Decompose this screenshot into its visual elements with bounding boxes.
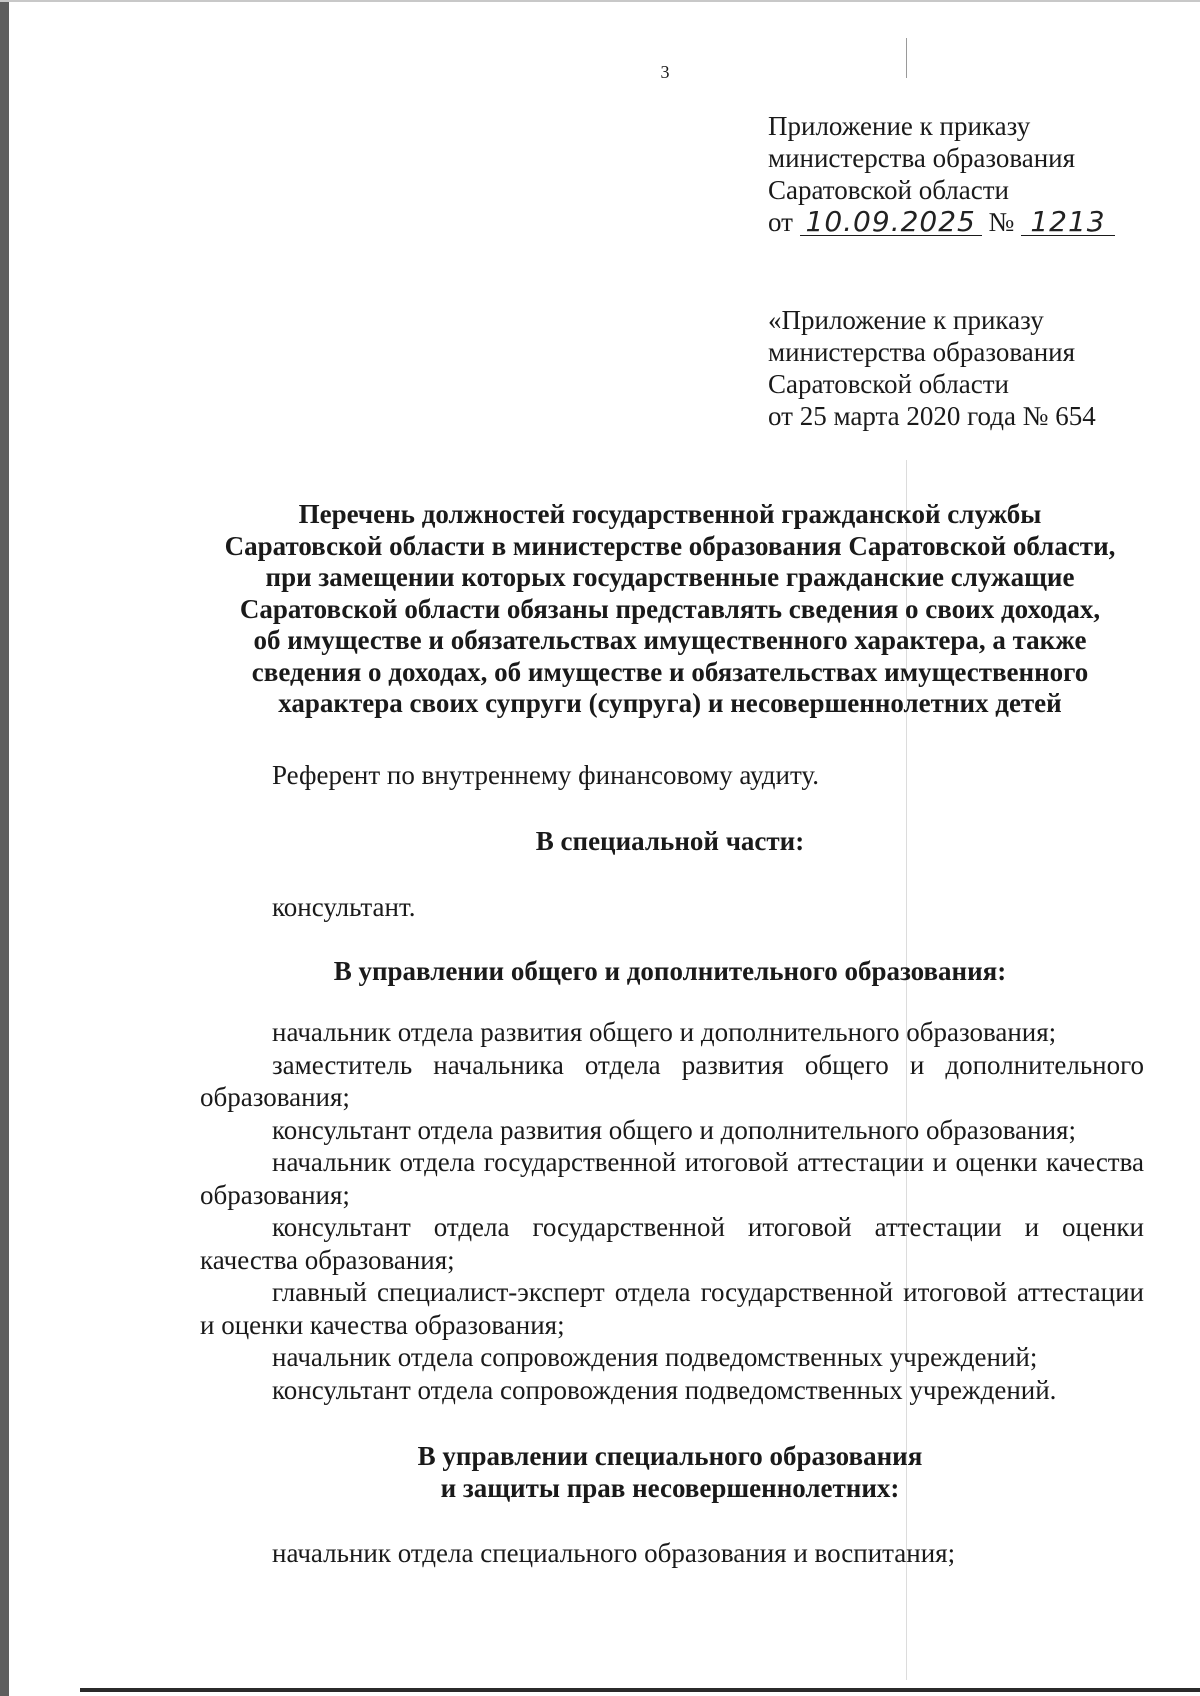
date-prefix: от [768, 207, 793, 237]
list-item: консультант. [272, 892, 416, 922]
scan-artifact-line [906, 38, 907, 78]
title-line: сведения о доходах, об имуществе и обязательствах имущественного [251, 656, 1089, 687]
section-heading [190, 955, 1150, 987]
scan-top-edge [0, 0, 1200, 2]
approval-block [768, 110, 1115, 238]
approval-line: Приложение к приказу [768, 111, 1031, 141]
list-item: начальник отдела сопровождения подведомственных учреждений; [272, 1342, 1038, 1372]
section-items [200, 1016, 1144, 1406]
list-item: заместитель начальника отдела развития общего и дополнительного образования; [200, 1049, 1144, 1112]
title-line: характера своих супруги (супруга) и несовершеннолетних детей [278, 688, 1062, 718]
approval-line: Саратовской области [768, 175, 1009, 205]
approval-line: министерства образования [768, 337, 1076, 367]
list-item: начальник отдела развития общего и дополнительного образования; [272, 1017, 1057, 1047]
list-item: консультант отдела развития общего и дополнительного образования; [272, 1114, 1076, 1145]
list-item: начальник отдела государственной итоговой аттестации и оценки качества образования; [200, 1147, 1144, 1210]
document-title [190, 499, 1150, 720]
title-line: об имуществе и обязательствах имущественного характера, а также [253, 625, 1087, 655]
approval-line: министерства образования [768, 143, 1076, 173]
section-heading [190, 1440, 1150, 1504]
approval-line: «Приложение к приказу [768, 305, 1044, 335]
heading-line: и защиты прав несовершеннолетних: [440, 1473, 900, 1503]
heading-line: В управлении специального образования [417, 1441, 923, 1471]
approval-line: от 25 марта 2020 года № 654 [768, 401, 1096, 431]
scan-left-edge [0, 0, 9, 1696]
approval-line: Саратовской области [768, 369, 1009, 399]
page-number: 3 [660, 62, 670, 82]
list-item: консультант отдела сопровождения подведомственных учреждений. [272, 1374, 1057, 1405]
title-line: Перечень должностей государственной гражданской службы [298, 499, 1042, 529]
approval-date-line [768, 206, 1115, 238]
title-line: при замещении которых государственные гражданские служащие [265, 562, 1075, 592]
list-item: консультант отдела государственной итоговой аттестации и оценки качества образования; [200, 1212, 1144, 1275]
original-approval-block [768, 304, 1096, 432]
title-line: Саратовской области обязаны представлять сведения о своих доходах, [239, 593, 1101, 624]
list-item: главный специалист-эксперт отдела государственной итоговой аттестации и оценки качества образования; [200, 1277, 1144, 1340]
number-prefix: № [988, 207, 1015, 237]
heading-line: В управлении общего и дополнительного образования: [333, 956, 1007, 986]
intro-item: Референт по внутреннему финансовому аудиту. [272, 760, 819, 790]
section-heading [190, 825, 1150, 857]
title-line: Саратовской области в министерстве образования Саратовской области, [224, 530, 1116, 561]
heading-line: В специальной части: [535, 826, 805, 856]
handwritten-date: 10.09.2025 [800, 209, 982, 236]
scan-bottom-edge [80, 1688, 1200, 1692]
handwritten-number: 1213 [1021, 209, 1115, 236]
list-item: начальник отдела специального образования и воспитания; [272, 1538, 956, 1568]
